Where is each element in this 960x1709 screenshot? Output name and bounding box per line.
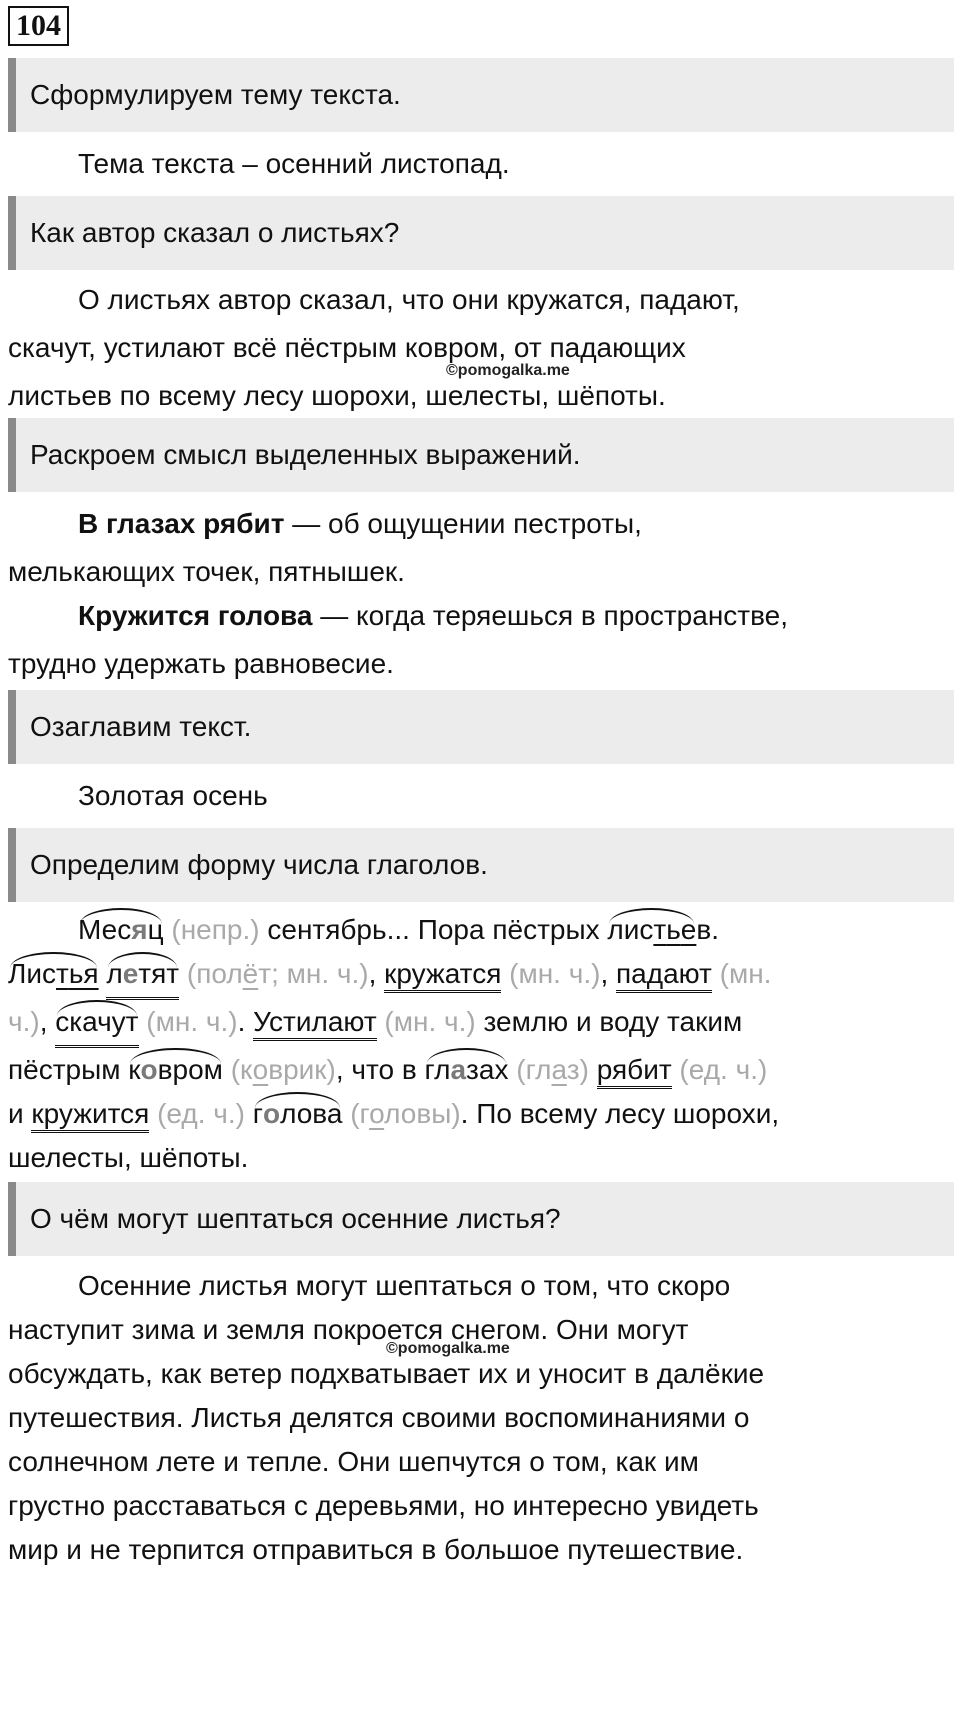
question-author: Как автор сказал о листьях? — [8, 196, 954, 270]
verb-skachut: скачут — [55, 1000, 138, 1048]
answer-verbs: Месяц (непр.) сентябрь... Пора пёстрых листьев. Листья летят (полёт; мн. ч.), кружатся (мн. ч.), падают (мн. ч.), скачут (мн. ч.). Устилают (мн. ч.) землю и воду таким пёстрым ковром (коврик), что в глазах (глаз) рябит (ед. ч.) и кружится (ед. ч.) голова (головы). По всему лесу шорохи, шелесты, шёпоты. — [8, 908, 954, 1180]
question-verbs: Определим форму числа глаголов. — [8, 828, 954, 902]
word-kovrom: ковром — [128, 1048, 223, 1092]
answer-meaning: В глазах рябит — об ощущении пестроты, мелькающих точек, пятнышек. — [8, 508, 642, 587]
word-listya: Листья — [8, 952, 99, 996]
question-theme: Сформулируем тему текста. — [8, 58, 954, 132]
verb-kruzhatsya: кружатся — [384, 958, 501, 993]
answer-meaning-2: Кружится голова — когда теряешься в пространстве, трудно удержать равновесие. — [8, 600, 789, 679]
answer-author: О листьях автор сказал, что они кружатся, падают, скачут, устилают всё пёстрым ковром, от падающих листьев по всему лесу шорохи, шелесты, шёпоты. — [8, 284, 740, 411]
verb-kruzhitsya: кружится — [31, 1098, 149, 1133]
word-mesyac: Месяц — [78, 908, 164, 952]
watermark: ©pomogalka.me — [446, 362, 570, 379]
word-listev: листье — [607, 908, 696, 952]
term-kruzhitsya-golova: Кружится голова — [78, 600, 313, 631]
answer-whisper: Осенние листья могут шептаться о том, что скоро наступит зима и земля покроется снегом. Они могут обсуждать, как ветер подхватывает их и уносит в далёкие путешествия. Листья делятся своими воспоминаниями о солнечном лете и тепле. Они шепчутся о том, как им грустно расставаться с деревьями, но интересно увидеть мир и не терпится отправиться в большое путешествие. — [8, 1270, 765, 1565]
answer-title: Золотая осень — [78, 780, 268, 811]
verb-padayut: падают — [616, 958, 712, 993]
watermark-2: ©pomogalka.me — [386, 1340, 510, 1357]
verb-letyat: летят — [106, 952, 179, 1000]
question-title: Озаглавим текст. — [8, 690, 954, 764]
exercise-number: 104 — [8, 6, 69, 46]
question-meaning: Раскроем смысл выделенных выражений. — [8, 418, 954, 492]
verb-ustilayut: Устилают — [253, 1006, 377, 1041]
term-v-glazah-ryabit: В глазах рябит — [78, 508, 285, 539]
word-glazah: глазах — [425, 1048, 509, 1092]
verb-ryabit: рябит — [597, 1054, 672, 1089]
question-whisper: О чём могут шептаться осенние листья? — [8, 1182, 954, 1256]
word-golova: голова — [253, 1092, 343, 1136]
answer-theme: Тема текста – осенний листопад. — [78, 148, 510, 179]
